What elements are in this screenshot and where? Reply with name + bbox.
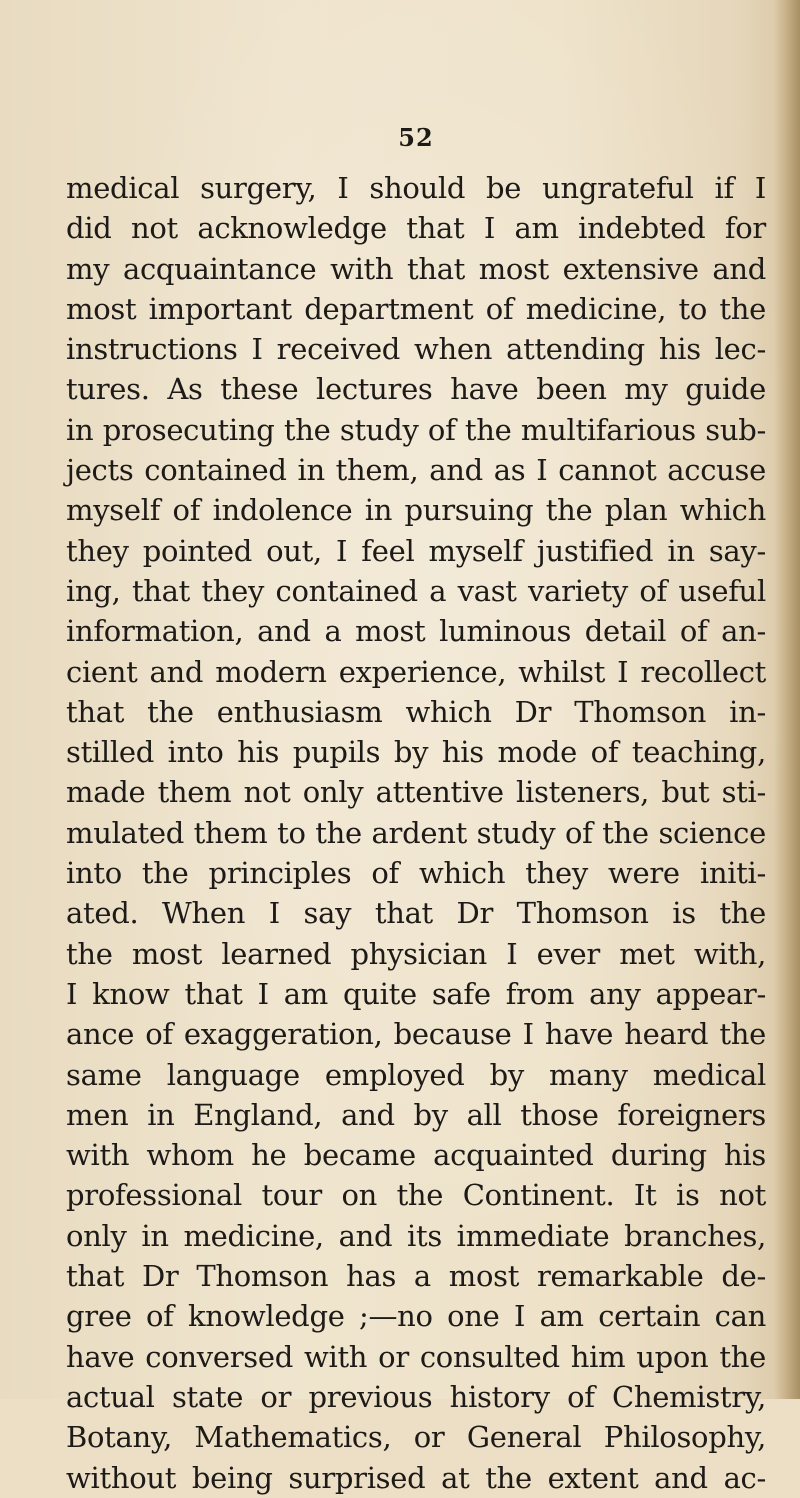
text-line: stilled into his pupils by his mode of teaching, xyxy=(66,735,766,770)
text-line: information, and a most luminous detail of an- xyxy=(66,614,766,649)
text-line: I know that I am quite safe from any appear- xyxy=(66,976,766,1011)
text-line: men in England, and by all those foreigners xyxy=(66,1097,766,1132)
text-line: did not acknowledge that I am indebted for xyxy=(66,211,766,246)
text-line: cient and modern experience, whilst I recollect xyxy=(66,654,766,689)
body-text xyxy=(66,168,766,1498)
text-line: instructions I received when attending his lec- xyxy=(66,332,766,367)
text-line: that the enthusiasm which Dr Thomson in- xyxy=(66,694,766,729)
text-line: Botany, Mathematics, or General Philosophy, xyxy=(66,1420,766,1455)
text-line: myself of indolence in pursuing the plan which xyxy=(66,493,766,528)
text-line: in prosecuting the study of the multifarious sub- xyxy=(66,412,766,447)
text-line: medical surgery, I should be ungrateful if I xyxy=(66,171,766,205)
text-line: made them not only attentive listeners, but sti- xyxy=(66,775,766,810)
page-edge-shadow xyxy=(774,0,800,1399)
text-line: jects contained in them, and as I cannot accuse xyxy=(66,453,766,488)
text-line: tures. As these lectures have been my guide xyxy=(66,372,766,407)
text-line: that Dr Thomson has a most remarkable de- xyxy=(66,1259,766,1294)
text-line: actual state or previous history of Chemistry, xyxy=(66,1379,766,1414)
text-line: same language employed by many medical xyxy=(66,1057,766,1092)
text-line: the most learned physician I ever met with, xyxy=(66,936,766,971)
text-line: without being surprised at the extent and ac- xyxy=(66,1460,766,1495)
text-line: they pointed out, I feel myself justified in say- xyxy=(66,533,766,568)
text-line: ing, that they contained a vast variety of useful xyxy=(66,573,766,608)
text-line: only in medicine, and its immediate branches, xyxy=(66,1218,766,1253)
text-line: into the principles of which they were initi- xyxy=(66,856,766,891)
text-line: have conversed with or consulted him upon the xyxy=(66,1339,766,1374)
text-line: most important department of medicine, to the xyxy=(66,291,766,326)
text-line: professional tour on the Continent. It is not xyxy=(66,1178,766,1213)
text-line: my acquaintance with that most extensive and xyxy=(66,251,766,286)
text-line: mulated them to the ardent study of the science xyxy=(66,815,766,850)
page-number: 52 xyxy=(398,123,434,152)
text-line: ance of exaggeration, because I have heard the xyxy=(66,1017,766,1052)
text-line: gree of knowledge ;—no one I am certain can xyxy=(66,1299,766,1334)
text-line: with whom he became acquainted during his xyxy=(66,1138,766,1173)
text-line: ated. When I say that Dr Thomson is the xyxy=(66,896,766,931)
